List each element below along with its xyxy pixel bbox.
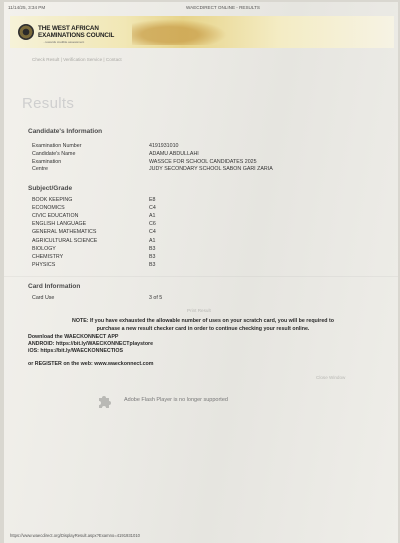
subject-name: CHEMISTRY bbox=[32, 253, 64, 260]
field-value: WASSCE FOR SCHOOL CANDIDATES 2025 bbox=[149, 158, 257, 165]
subject-grade: C4 bbox=[149, 205, 156, 212]
scratch-card-note bbox=[42, 317, 364, 333]
ios-link[interactable]: iOS: https://bit.ly/WAECKONNECTIOS bbox=[28, 348, 124, 354]
puzzle-plugin-icon bbox=[96, 393, 112, 409]
android-link[interactable]: ANDROID: https://bit.ly/WAECKONNECTplaystore bbox=[28, 341, 154, 347]
subject-name: GENERAL MATHEMATICS bbox=[32, 229, 97, 236]
banner-artwork bbox=[132, 19, 227, 45]
waec-crest-icon bbox=[18, 24, 34, 40]
field-value: ADAMU ABDULLAHI bbox=[149, 150, 199, 157]
subject-name: BOOK KEEPING bbox=[32, 197, 73, 203]
subject-name: ECONOMICS bbox=[32, 205, 65, 212]
grade-row bbox=[32, 197, 372, 205]
field-label: Centre bbox=[32, 166, 48, 173]
candidate-info-heading: Candidate's Information bbox=[28, 128, 103, 135]
subject-grade: A1 bbox=[149, 213, 156, 220]
subject-grade: C4 bbox=[149, 229, 156, 236]
org-tagline: ...towards credible assessment bbox=[43, 40, 85, 44]
subject-grade: A1 bbox=[149, 237, 156, 244]
print-page-title: WAECDIRECT ONLINE - RESULTS bbox=[186, 5, 260, 10]
org-name-line2: EXAMINATIONS COUNCIL bbox=[38, 32, 115, 39]
print-result-link[interactable]: Print Result bbox=[187, 308, 211, 313]
subject-grade: B3 bbox=[149, 261, 156, 268]
close-window-link[interactable]: Close Window bbox=[316, 375, 346, 380]
subject-grade: B3 bbox=[149, 253, 156, 260]
subject-name: BIOLOGY bbox=[32, 245, 56, 252]
field-label: Examination bbox=[32, 158, 62, 165]
subject-grade-heading: Subject/Grade bbox=[28, 185, 73, 192]
grade-row bbox=[32, 262, 372, 270]
field-label: Examination Number bbox=[32, 143, 82, 149]
nav-links[interactable]: Check Result | Verification Service | Contact bbox=[32, 57, 122, 62]
paper-fold bbox=[4, 276, 398, 277]
card-use-value: 3 of 5 bbox=[149, 295, 163, 301]
candidate-info-row bbox=[32, 151, 372, 159]
flash-plugin-notice bbox=[96, 390, 266, 412]
page-title: Results bbox=[22, 95, 75, 112]
register-web-link[interactable]: or REGISTER on the web: www.waeckonnect.com bbox=[28, 361, 154, 367]
grade-row bbox=[32, 213, 372, 221]
note-line1: NOTE: If you have exhausted the allowable number of uses on your scratch card, you will be required to bbox=[72, 318, 334, 324]
field-value: 4191931010 bbox=[149, 143, 179, 149]
print-datetime: 11/14/25, 3:34 PM bbox=[8, 5, 46, 10]
printed-page bbox=[4, 2, 398, 543]
card-use-label: Card Use bbox=[32, 295, 55, 301]
print-header bbox=[8, 5, 394, 13]
subject-name: ENGLISH LANGUAGE bbox=[32, 221, 87, 228]
subject-name: CIVIC EDUCATION bbox=[32, 213, 79, 220]
candidate-info-row bbox=[32, 166, 372, 174]
grade-row bbox=[32, 238, 372, 246]
note-line2: purchase a new result checker card in order to continue checking your result online. bbox=[96, 326, 310, 332]
download-app-heading: Download the WAECKONNECT APP bbox=[28, 334, 119, 340]
subject-grade: E8 bbox=[149, 197, 156, 203]
card-info-heading: Card Information bbox=[28, 283, 81, 290]
card-use-row bbox=[32, 295, 372, 303]
subject-name: AGRICULTURAL SCIENCE bbox=[32, 237, 98, 244]
flash-unsupported-message: Adobe Flash Player is no longer supported bbox=[124, 397, 228, 403]
subject-name: PHYSICS bbox=[32, 261, 56, 268]
field-label: Candidate's Name bbox=[32, 150, 76, 157]
subject-grade: B3 bbox=[149, 245, 156, 252]
grade-row bbox=[32, 246, 372, 254]
grade-row bbox=[32, 205, 372, 213]
waec-banner bbox=[10, 16, 394, 48]
subject-grade: C6 bbox=[149, 221, 156, 228]
grade-row bbox=[32, 229, 372, 237]
grade-row bbox=[32, 254, 372, 262]
grade-row bbox=[32, 221, 372, 229]
print-footer-url: https://www.waecdirect.org/DisplayResult.aspx?Examno=4191931010 bbox=[10, 533, 141, 538]
candidate-info-row bbox=[32, 159, 372, 167]
org-name-line1: THE WEST AFRICAN bbox=[38, 25, 99, 32]
candidate-info-row bbox=[32, 143, 372, 151]
field-value: JUDY SECONDARY SCHOOL SABON GARI ZARIA bbox=[149, 166, 273, 173]
